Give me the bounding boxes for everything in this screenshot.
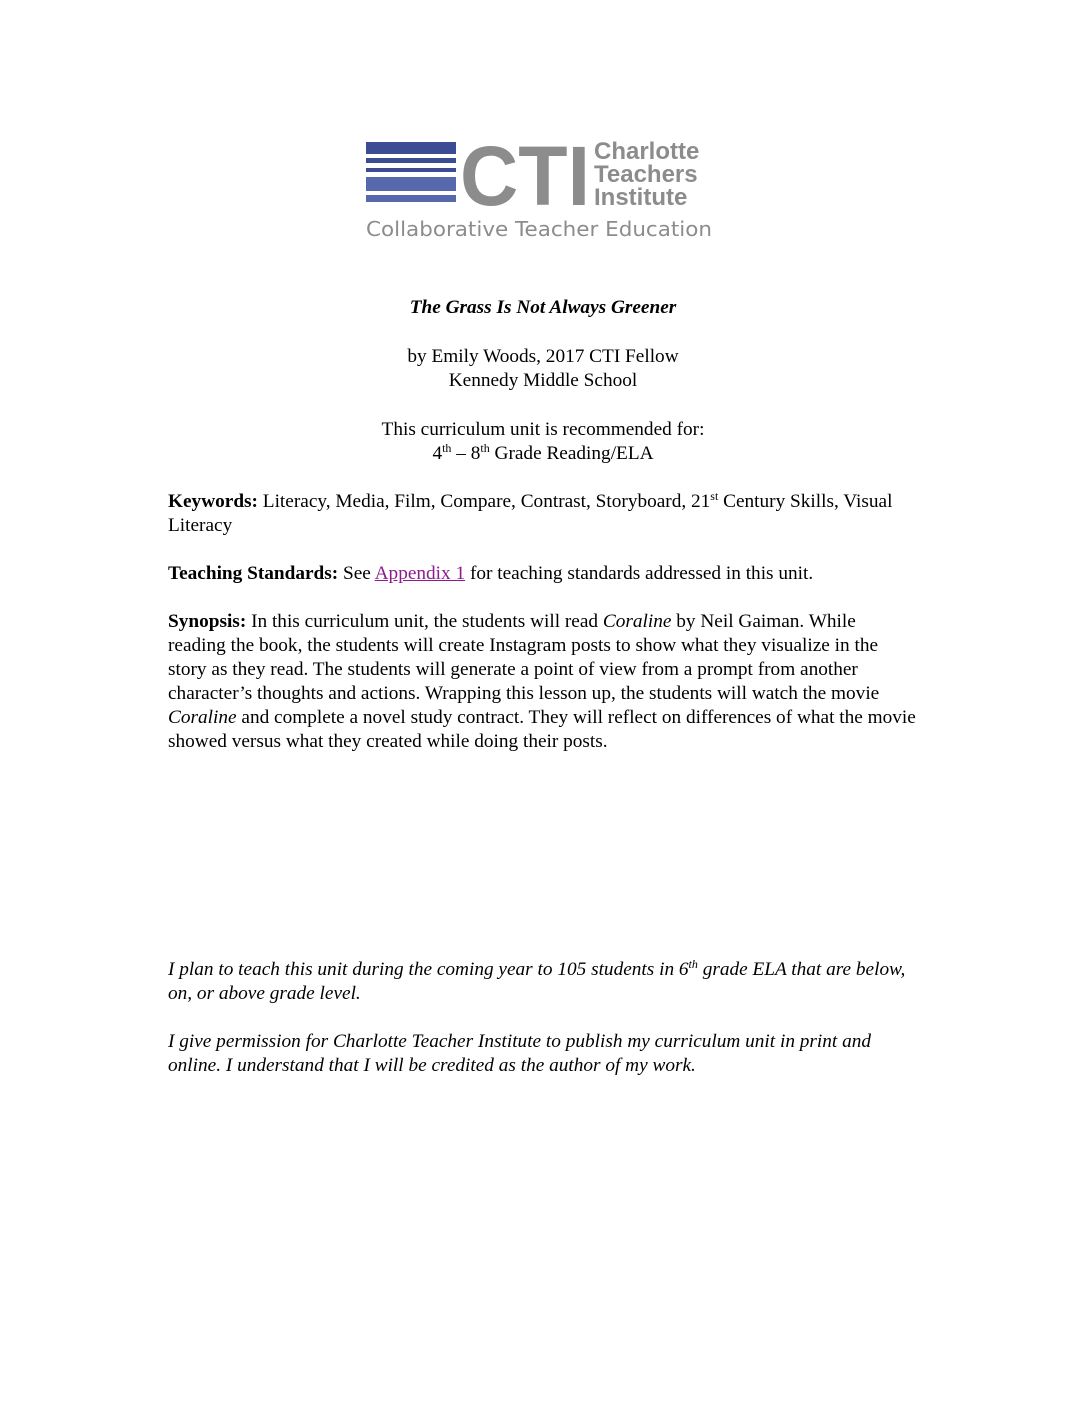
keywords-text-before: Literacy, Media, Film, Compare, Contrast, Storyboard, 21	[257, 491, 711, 512]
grade-subject: Grade Reading/ELA	[489, 443, 654, 464]
synopsis-book-title: Coraline	[602, 611, 672, 632]
logo-name-line3: Institute	[594, 184, 688, 211]
grade-start-suffix: th	[442, 441, 452, 455]
keywords-label: Keywords:	[168, 491, 258, 512]
recommended-intro: This curriculum unit is recommended for:	[381, 419, 705, 440]
keywords-suffix: st	[710, 489, 719, 503]
logo-letters: CTI	[460, 136, 590, 223]
recommendation-block	[168, 418, 918, 466]
author-byline: by Emily Woods, 2017 CTI Fellow	[407, 346, 679, 367]
standards-paragraph	[168, 562, 918, 586]
standards-label: Teaching Standards:	[168, 563, 339, 584]
synopsis-part2: by Neil Gaiman. While reading the book, the students will create Instagram posts to show what they visualize in the story as they read. The students will generate a point of view from a prompt from another character’s thoughts and actions. Wrapping this lesson up, the students will watch the movie	[168, 611, 880, 704]
synopsis-label: Synopsis:	[168, 611, 247, 632]
author-block	[168, 345, 918, 393]
plan-suffix: th	[688, 957, 698, 971]
grade-start: 4	[432, 443, 443, 464]
synopsis-movie-title: Coraline	[168, 707, 237, 728]
document-title: The Grass Is Not Always Greener	[409, 297, 677, 318]
keywords-paragraph	[168, 490, 918, 538]
keywords-text-after: Century Skills, Visual Literacy	[168, 491, 893, 536]
grade-end-suffix: th	[480, 441, 490, 455]
plan-statement	[168, 958, 918, 1006]
synopsis-part1: In this curriculum unit, the students will read	[246, 611, 603, 632]
standards-text-after: for teaching standards addressed in this unit.	[465, 563, 814, 584]
plan-text-before: I plan to teach this unit during the coming year to 105 students in 6	[168, 959, 689, 980]
document-body	[168, 296, 918, 1078]
grade-separator: – 8	[451, 443, 481, 464]
appendix-link[interactable]: Appendix 1	[374, 563, 466, 584]
logo-name-line2: Teachers	[594, 161, 698, 188]
logo-tagline: Collaborative Teacher Education	[366, 217, 712, 241]
logo-bars	[366, 142, 456, 202]
grade-range	[168, 442, 918, 466]
synopsis-paragraph	[168, 610, 918, 754]
synopsis-part3: and complete a novel study contract. They will reflect on differences of what the movie showed versus what they created while doing their posts.	[168, 707, 916, 752]
plan-text-after: grade ELA that are below, on, or above grade level.	[168, 959, 906, 1004]
school-name: Kennedy Middle School	[448, 370, 638, 391]
standards-text-before: See	[338, 563, 375, 584]
logo-name-line1: Charlotte	[594, 138, 700, 165]
cti-logo	[366, 136, 726, 246]
permission-statement: I give permission for Charlotte Teacher Institute to publish my curriculum unit in print and online. I understand that I will be credited as the author of my work.	[168, 1031, 872, 1076]
